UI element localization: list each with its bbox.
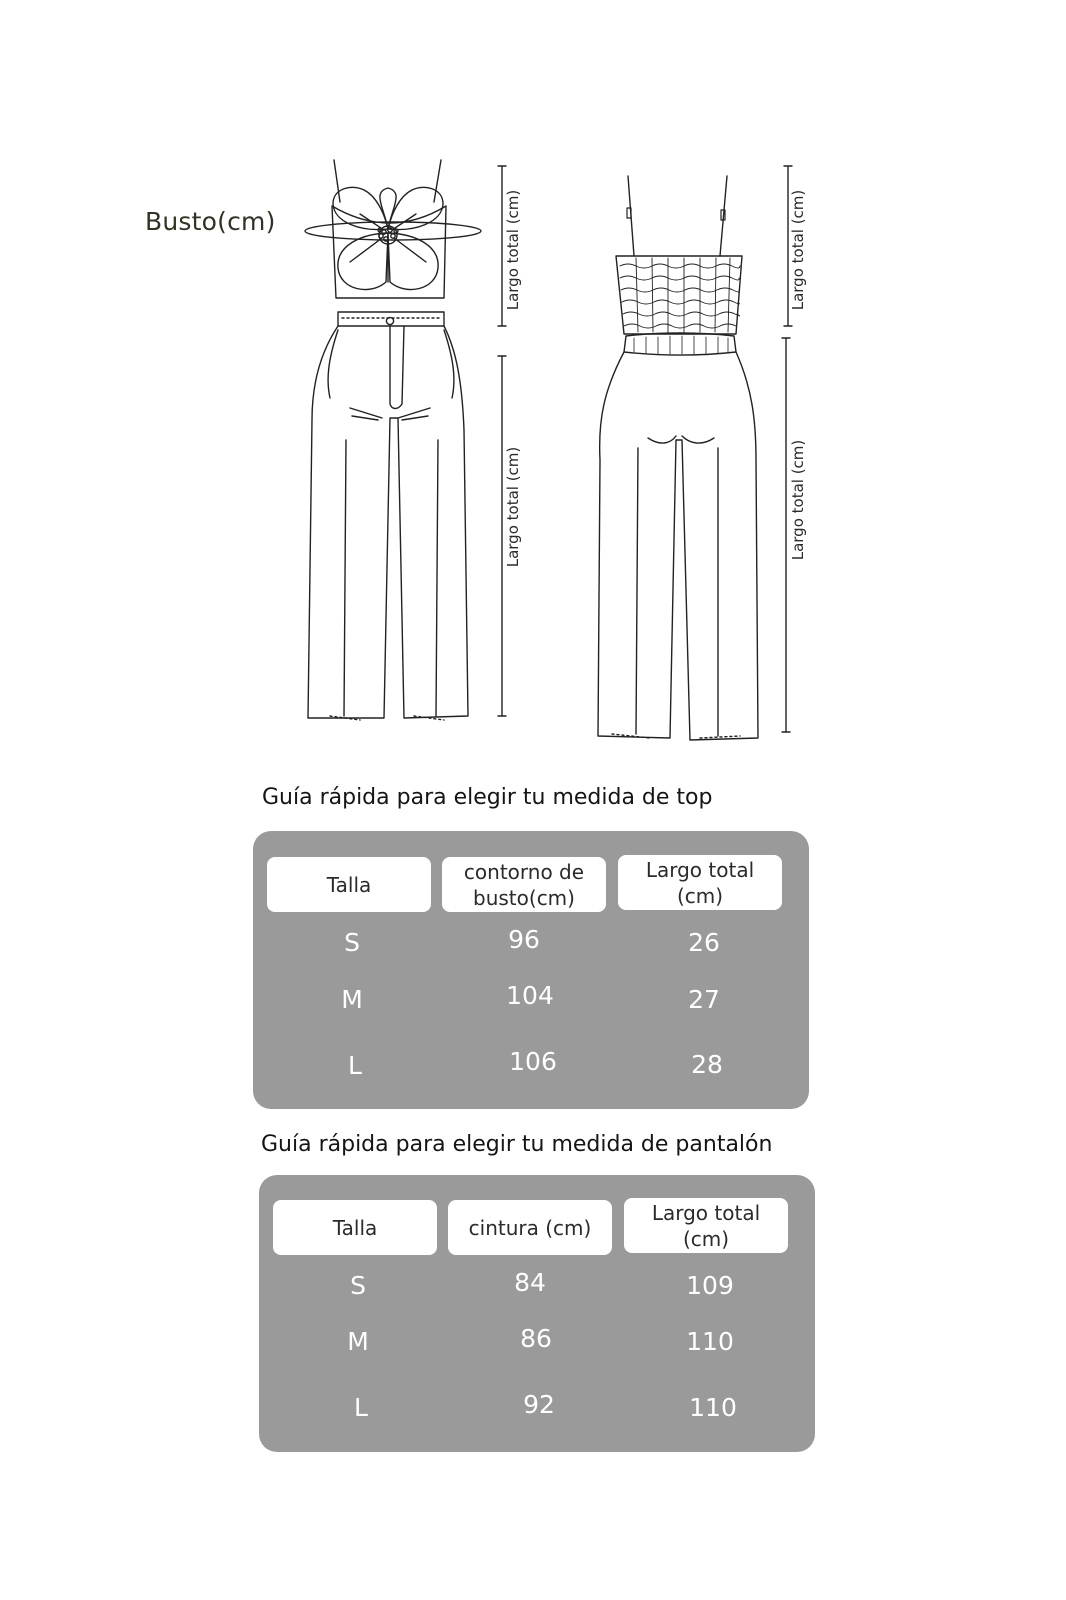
smocking-texture <box>620 258 740 332</box>
pants-row-m-waist: 86 <box>520 1324 552 1353</box>
front-pants-length-label: Largo total (cm) <box>504 446 522 568</box>
top-row-l-bust: 106 <box>509 1047 557 1076</box>
top-size-table <box>253 831 809 1109</box>
measure-lines <box>498 166 792 732</box>
pants-guide-title: Guía rápida para elegir tu medida de pantalón <box>261 1132 773 1157</box>
back-top-length-label: Largo total (cm) <box>789 189 807 311</box>
top-row-l-length: 28 <box>691 1050 723 1079</box>
top-row-s-size: S <box>344 928 360 957</box>
front-top-length-label: Largo total (cm) <box>504 189 522 311</box>
top-header-size: Talla <box>267 857 431 912</box>
top-row-m-bust: 104 <box>506 981 554 1010</box>
front-pants-outline <box>308 326 468 718</box>
top-header-length: Largo total (cm) <box>618 855 782 910</box>
top-row-s-length: 26 <box>688 928 720 957</box>
front-button <box>386 317 393 324</box>
pants-row-l-length: 110 <box>689 1393 737 1422</box>
front-view <box>305 160 481 720</box>
pants-row-s-length: 109 <box>686 1271 734 1300</box>
pants-row-l-waist: 92 <box>523 1390 555 1419</box>
bust-label: Busto(cm) <box>145 207 276 236</box>
back-pants-length-label: Largo total (cm) <box>789 439 807 561</box>
pants-header-length: Largo total (cm) <box>624 1198 788 1253</box>
top-row-m-size: M <box>341 985 363 1014</box>
pants-row-l-size: L <box>354 1393 368 1422</box>
bust-measure-line <box>305 222 481 240</box>
pants-row-s-waist: 84 <box>514 1268 546 1297</box>
back-view <box>598 176 758 740</box>
pants-size-table <box>259 1175 815 1452</box>
pants-header-waist: cintura (cm) <box>448 1200 612 1255</box>
top-row-m-length: 27 <box>688 985 720 1014</box>
back-elastic-waistband <box>624 333 736 355</box>
pants-row-s-size: S <box>350 1271 366 1300</box>
pants-row-m-size: M <box>347 1327 369 1356</box>
top-header-bust: contorno de busto(cm) <box>442 857 606 912</box>
pants-header-size: Talla <box>273 1200 437 1255</box>
top-guide-title: Guía rápida para elegir tu medida de top <box>262 785 713 810</box>
top-row-l-size: L <box>348 1051 362 1080</box>
top-row-s-bust: 96 <box>508 925 540 954</box>
front-right-strap <box>434 160 441 202</box>
back-pants-outline <box>598 352 758 740</box>
pants-row-m-length: 110 <box>686 1327 734 1356</box>
garment-technical-drawing <box>0 0 1066 780</box>
